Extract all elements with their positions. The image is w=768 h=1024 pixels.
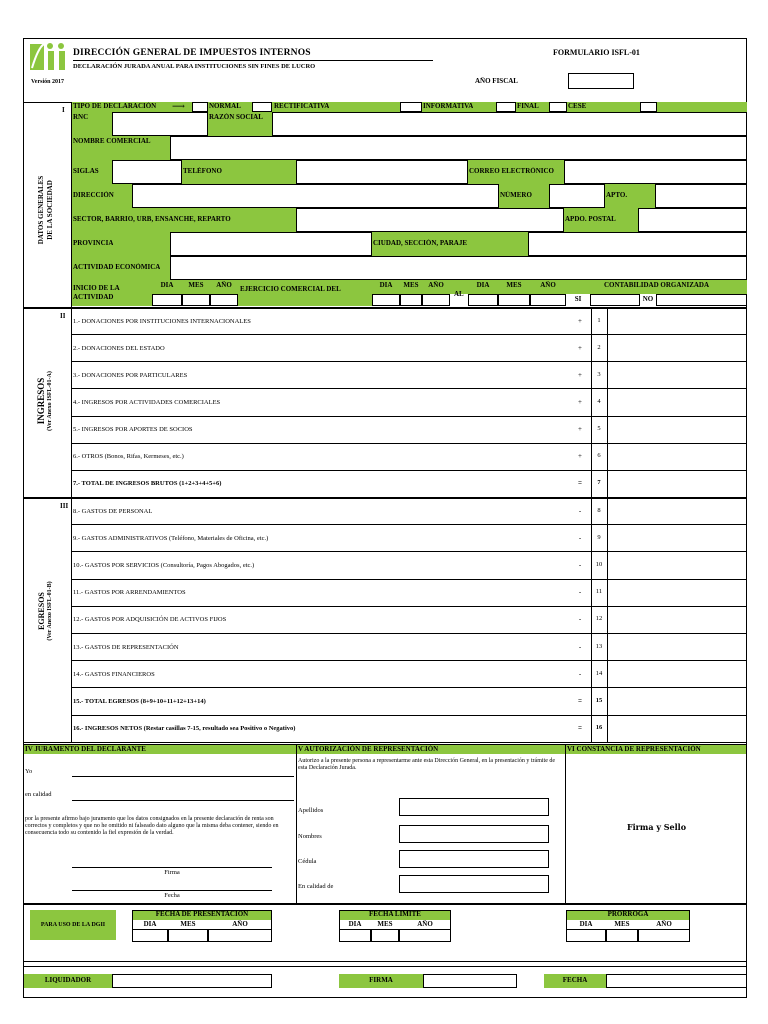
rectificativa-label: RECTIFICATIVA: [274, 102, 330, 110]
page-subtitle: DECLARACIÓN JURADA ANUAL PARA INSTITUCIONES SIN FINES DE LUCRO: [73, 63, 316, 70]
fecha-footer-input[interactable]: [606, 974, 747, 988]
al-label: AL: [454, 290, 464, 298]
fp-anio-input[interactable]: [208, 929, 272, 942]
ciudad-input[interactable]: [528, 232, 747, 256]
apdo-input[interactable]: [638, 208, 747, 232]
line-item-sign: -: [578, 642, 582, 651]
section-3-number: III: [60, 502, 69, 510]
fl-mes-label: MES: [377, 920, 393, 928]
telefono-label: TELÉFONO: [183, 167, 222, 175]
al-anio-input[interactable]: [530, 294, 566, 306]
pr-mes-label: MES: [614, 920, 630, 928]
cese-checkbox[interactable]: [640, 102, 657, 112]
nombres-label: Nombres: [298, 833, 322, 840]
section-1-number: I: [62, 106, 65, 114]
pr-dia-label: DIA: [579, 920, 593, 928]
line-item-sign: =: [578, 697, 582, 705]
line-item-label: 6.- OTROS (Bonos, Rifas, Kermeses, etc.): [73, 453, 184, 461]
line-item-number: 6: [597, 452, 601, 460]
line-item-number: 1: [597, 316, 601, 324]
line-item-label: 10.- GASTOS POR SERVICIOS (Consultoría, Pagos Abogados, etc.): [73, 562, 255, 569]
line-item-sign: -: [578, 506, 582, 515]
section-2-number: II: [60, 312, 66, 320]
contabilidad-label: CONTABILIDAD ORGANIZADA: [603, 281, 710, 289]
pr-dia-input[interactable]: [566, 929, 606, 942]
al-dia-input[interactable]: [468, 294, 498, 306]
yo-line[interactable]: [72, 776, 294, 777]
line-item-number: 15: [595, 697, 603, 704]
al-anio-label: AÑO: [540, 281, 556, 289]
ingresos-title: INGRESOS: [36, 377, 46, 425]
line-item-amount-input[interactable]: [608, 688, 747, 715]
nombres-input[interactable]: [399, 825, 549, 843]
telefono-input[interactable]: [296, 160, 468, 184]
line-item-label: 12.- GASTOS POR ADQUISICIÓN DE ACTIVOS FIJOS: [73, 616, 227, 624]
line-item-amount-input[interactable]: [608, 525, 747, 552]
fecha-limite-label: FECHA LIMITE: [369, 910, 421, 918]
line-item-label: 13.- GASTOS DE REPRESENTACIÓN: [73, 643, 179, 651]
line-item-amount-input[interactable]: [608, 471, 747, 498]
line-item-label: 3.- DONACIONES POR PARTICULARES: [73, 371, 188, 379]
line-item-label: 2.- DONACIONES DEL ESTADO: [73, 344, 165, 352]
actividad-label: ACTIVIDAD ECONÓMICA: [73, 263, 161, 271]
line-item-number: 12: [595, 615, 603, 623]
numero-label: NÚMERO: [500, 191, 532, 199]
informativa-checkbox[interactable]: [496, 102, 516, 112]
final-label: FINAL: [517, 102, 539, 110]
line-item-amount-input[interactable]: [608, 634, 747, 661]
section-5-title: V AUTORIZACIÓN DE REPRESENTACIÓN: [298, 745, 439, 753]
firma-footer-input[interactable]: [423, 974, 517, 988]
al-mes-input[interactable]: [498, 294, 530, 306]
line-item-label: 5.- INGRESOS POR APORTES DE SOCIOS: [73, 426, 193, 434]
line-item-amount-input[interactable]: [608, 716, 747, 743]
ejercicio-dia-label: DIA: [379, 281, 393, 289]
inicio-anio-input[interactable]: [210, 294, 238, 306]
line-item-sign: +: [578, 316, 582, 325]
line-item-amount-input[interactable]: [608, 607, 747, 634]
fecha-label: Fecha: [164, 892, 180, 899]
rectificativa-checkbox[interactable]: [400, 102, 422, 112]
line-item-amount-input[interactable]: [608, 498, 747, 525]
line-item-amount-input[interactable]: [608, 661, 747, 688]
line-item-sign: +: [578, 397, 582, 406]
line-item-sign: -: [578, 669, 582, 678]
en-calidad-de-input[interactable]: [399, 875, 549, 893]
inicio-mes-label: MES: [188, 281, 204, 289]
title-underline: [73, 60, 433, 61]
egresos-sub: (Ver Anexo ISFL-01-B): [47, 581, 53, 641]
inicio-label: INICIO DE LA ACTIVIDAD: [73, 284, 120, 301]
line-item-sign: +: [578, 370, 582, 379]
no-checkbox[interactable]: [656, 294, 747, 306]
line-item-number: 16: [595, 724, 603, 732]
fl-anio-input[interactable]: [399, 929, 451, 942]
apto-input[interactable]: [655, 184, 747, 208]
inicio-dia-input[interactable]: [152, 294, 182, 306]
razon-input[interactable]: [272, 112, 747, 136]
line-item-label: 4.- INGRESOS POR ACTIVIDADES COMERCIALES: [73, 398, 221, 406]
calidad-label: en calidad: [25, 791, 52, 798]
razon-label: RAZÓN SOCIAL: [209, 113, 263, 121]
juramento-text: por la presente afirmo bajo juramento que los datos consignados en la presente declaración de renta son correctos y completos y que no he omitido ni falseado dato alguno que la misma deba contener, siendo en consecuencia todo su contenido la fiel expresión de la verdad.: [25, 816, 279, 836]
form-id: FORMULARIO ISFL-01: [553, 48, 640, 57]
inicio-dia-label: DIA: [160, 281, 174, 289]
al-mes-label: MES: [506, 281, 522, 289]
fl-anio-label: AÑO: [417, 920, 433, 928]
fecha-presentacion-label: FECHA DE PRESENTACIÓN: [155, 910, 249, 918]
line-item-amount-input[interactable]: [608, 580, 747, 607]
section-4-5-divider: [296, 744, 297, 904]
line-item-number: 9: [597, 533, 601, 541]
version-label: Versión 2017: [31, 79, 64, 85]
ejercicio-anio-label: AÑO: [428, 281, 444, 289]
tipo-blank-1: [192, 102, 208, 112]
fiscal-year-input[interactable]: [568, 73, 634, 89]
ejercicio-mes-input[interactable]: [400, 294, 422, 306]
line-item-label: 1.- DONACIONES POR INSTITUCIONES INTERNACIONALES: [73, 317, 251, 325]
ejercicio-dia-input[interactable]: [372, 294, 400, 306]
fl-dia-label: DIA: [348, 920, 362, 928]
rnc-input[interactable]: [112, 112, 208, 136]
line-item-amount-input[interactable]: [608, 362, 747, 389]
apto-label: APTO.: [606, 191, 628, 199]
fl-mes-input[interactable]: [371, 929, 399, 942]
rnc-label: RNC: [73, 113, 89, 121]
calidad-line[interactable]: [72, 800, 294, 801]
line-item-amount-input[interactable]: [608, 335, 747, 362]
line-item-sign: +: [578, 452, 582, 461]
section-2-side-label: [37, 351, 59, 451]
ciudad-label: CIUDAD, SECCIÓN, PARAJE: [373, 239, 467, 247]
ejercicio-anio-input[interactable]: [422, 294, 450, 306]
correo-input[interactable]: [564, 160, 747, 184]
fp-dia-label: DIA: [143, 920, 157, 928]
line-item-sign: =: [578, 479, 582, 488]
line-item-sign: -: [578, 615, 582, 624]
actividad-input[interactable]: [170, 256, 747, 280]
fiscal-year-label: AÑO FISCAL: [475, 77, 518, 85]
line-item-number: 3: [597, 370, 601, 378]
final-checkbox[interactable]: [549, 102, 567, 112]
siglas-label: SIGLAS: [73, 167, 99, 175]
apellidos-input[interactable]: [399, 798, 549, 816]
line-item-sign: +: [578, 343, 582, 352]
line-item-number: 14: [595, 669, 603, 677]
normal-label: NORMAL: [209, 102, 241, 110]
line-item-sign: =: [578, 724, 582, 733]
line-item-label: 15.- TOTAL EGRESOS (8+9+10+11+12+13+14): [73, 698, 206, 705]
numero-input[interactable]: [549, 184, 605, 208]
ingresos-sub: (Ver Anexo ISFL-01-A): [47, 371, 53, 431]
section-1-side-label: DATOS GENERALES DE LA SOCIEDAD: [37, 175, 54, 245]
si-checkbox[interactable]: [590, 294, 640, 306]
line-item-number: 2: [597, 343, 601, 351]
liquidador-separator: [23, 966, 747, 967]
cedula-label: Cédula: [298, 858, 317, 865]
line-item-amount-input[interactable]: [608, 444, 747, 471]
pr-anio-label: AÑO: [656, 920, 672, 928]
cedula-input[interactable]: [399, 850, 549, 868]
egresos-title: EGRESOS: [37, 592, 46, 630]
dgii-use-label: PARA USO DE LA DGII: [40, 922, 106, 928]
en-calidad-de-label: En calidad de: [298, 883, 334, 890]
line-item-amount-input[interactable]: [608, 308, 747, 335]
siglas-input[interactable]: [112, 160, 182, 184]
autorizacion-text: Autorizo a la presente persona a representarme ante esta Dirección General, en la presentación y trámite de esta Declaración Jurada.: [298, 758, 556, 771]
apdo-label: APDO. POSTAL: [565, 215, 616, 223]
pr-anio-input[interactable]: [638, 929, 690, 942]
correo-label: CORREO ELECTRÓNICO: [469, 167, 554, 175]
fp-anio-label: AÑO: [232, 920, 248, 928]
arrow-right-icon: ⟶: [172, 101, 185, 111]
line-item-label: 7.- TOTAL DE INGRESOS BRUTOS (1+2+3+4+5+6): [73, 480, 222, 488]
direccion-input[interactable]: [132, 184, 499, 208]
line-item-label: 9.- GASTOS ADMINISTRATIVOS (Teléfono, Materiales de Oficina, etc.): [73, 534, 269, 542]
section-4-title: IV JURAMENTO DEL DECLARANTE: [25, 745, 146, 753]
no-label: NO: [642, 295, 654, 303]
liquidador-input[interactable]: [112, 974, 272, 988]
ejercicio-mes-label: MES: [403, 281, 419, 289]
ejercicio-label: EJERCICIO COMERCIAL DEL: [240, 285, 341, 293]
line-item-number: 8: [597, 506, 601, 514]
cese-label: CESE: [568, 102, 587, 110]
line-item-amount-input[interactable]: [608, 552, 747, 579]
line-item-label: 14.- GASTOS FINANCIEROS: [73, 670, 155, 678]
liquidador-label: LIQUIDADOR: [44, 976, 92, 984]
fp-mes-label: MES: [180, 920, 196, 928]
line-item-sign: -: [578, 561, 582, 569]
section-6-title: VI CONSTANCIA DE REPRESENTACIÓN: [567, 745, 701, 753]
prorroga-label: PRORROGA: [607, 910, 649, 918]
provincia-input[interactable]: [170, 232, 372, 256]
line-item-number: 5: [597, 425, 601, 433]
sector-label: SECTOR, BARRIO, URB, ENSANCHE, REPARTO: [73, 215, 231, 223]
firma-footer-label: FIRMA: [369, 976, 393, 984]
apellidos-label: Apellidos: [298, 807, 324, 814]
fl-dia-input[interactable]: [339, 929, 371, 942]
page-title: DIRECCIÓN GENERAL DE IMPUESTOS INTERNOS: [73, 48, 311, 58]
dgii-logo: [28, 40, 70, 72]
section-3-side-label: [37, 561, 59, 661]
line-item-label: 16.- INGRESOS NETOS (Restar casillas 7-15, resultado sea Positivo o Negativo): [73, 725, 296, 733]
line-item-number: 7: [597, 479, 601, 487]
line-item-number: 11: [595, 588, 603, 596]
line-item-label: 11.- GASTOS POR ARRENDAMIENTOS: [73, 589, 186, 597]
line-item-amount-input[interactable]: [608, 389, 747, 416]
line-item-label: 8.- GASTOS DE PERSONAL: [73, 507, 153, 515]
line-item-number: 10: [595, 561, 603, 568]
firma-sello-label: Firma y Sello: [626, 822, 687, 832]
si-label: SI: [574, 295, 582, 303]
nombre-label: NOMBRE COMERCIAL: [73, 137, 151, 145]
line-item-sign: +: [578, 425, 582, 434]
inicio-anio-label: AÑO: [216, 281, 232, 289]
line-item-number: 4: [597, 397, 601, 405]
yo-label: Yo: [25, 768, 33, 775]
nombre-input[interactable]: [170, 136, 747, 160]
fp-mes-input[interactable]: [168, 929, 208, 942]
al-dia-label: DIA: [476, 281, 490, 289]
normal-checkbox[interactable]: [252, 102, 272, 112]
pr-mes-input[interactable]: [606, 929, 638, 942]
fecha-footer-label: FECHA: [562, 976, 588, 984]
provincia-label: PROVINCIA: [73, 239, 114, 247]
fp-dia-input[interactable]: [132, 929, 168, 942]
inicio-mes-input[interactable]: [182, 294, 210, 306]
informativa-label: INFORMATIVA: [423, 102, 474, 110]
tipo-label: TIPO DE DECLARACIÓN: [73, 102, 157, 110]
sector-input[interactable]: [296, 208, 564, 232]
line-item-sign: -: [578, 588, 582, 597]
direccion-label: DIRECCIÓN: [73, 191, 114, 199]
line-item-amount-input[interactable]: [608, 417, 747, 444]
firma-label: Firma: [164, 869, 180, 876]
line-item-sign: -: [578, 533, 582, 542]
line-item-number: 13: [595, 642, 603, 650]
